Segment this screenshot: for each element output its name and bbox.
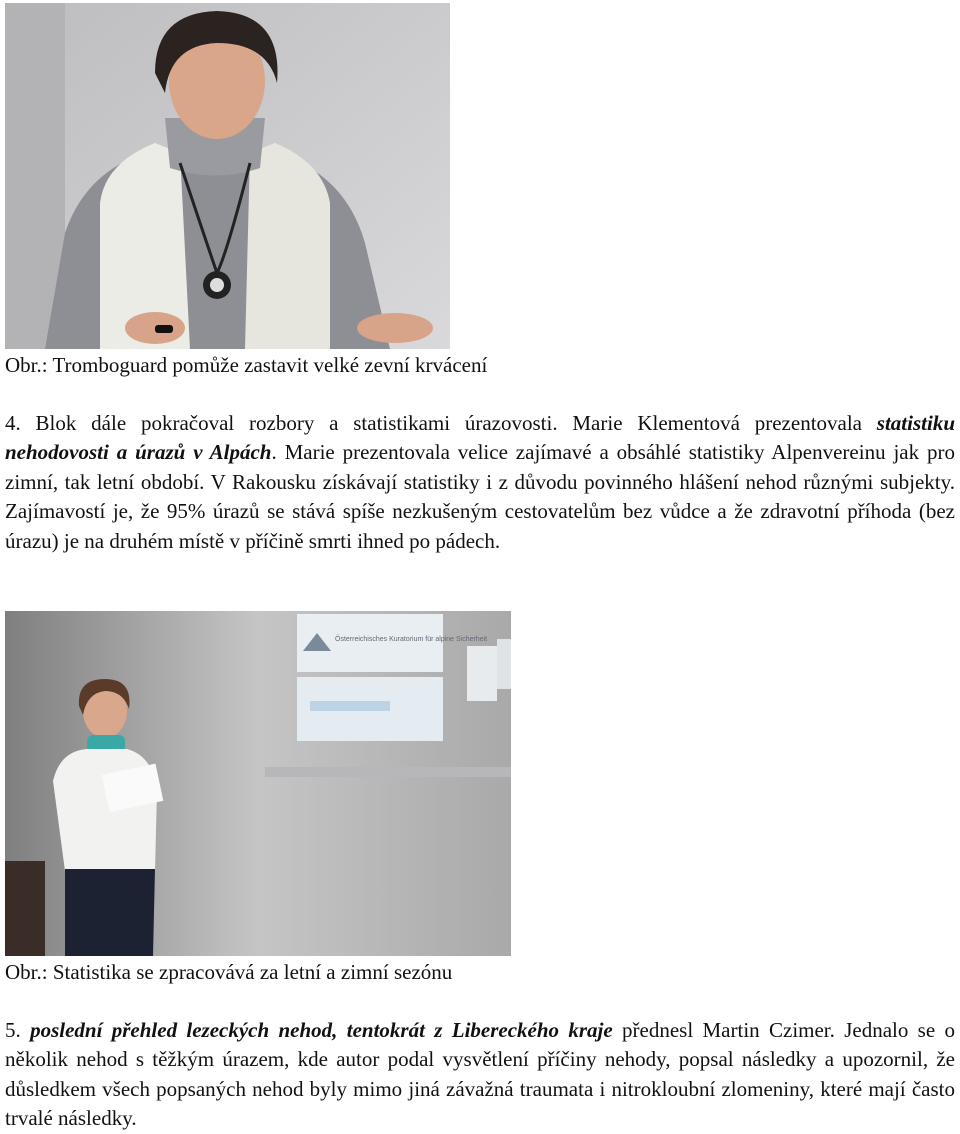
- paragraph-emphasis: poslední přehled lezeckých nehod, tentokrát z Libereckého kraje: [30, 1018, 613, 1042]
- speaker-photo-2: [5, 611, 511, 956]
- slide-text: Österreichisches Kuratorium für alpine Sicherheit: [335, 636, 488, 643]
- paragraph-text: přednesl Martin Czimer. Jednalo se o několik nehod s těžkým úrazem, kde autor podal vysvětlení příčiny nehody, popsal následky a upozornil, že důsledkem všech popsaných nehod byly mimo jiná závažná traumata i nitrokloubní zlomeniny, které mají často trvalé následky.: [5, 1018, 956, 1131]
- figure-caption-2: Obr.: Statistika se zpracovává za letní a zimní sezónu: [5, 960, 453, 984]
- paragraph-emphasis: statistiku nehodovosti a úrazů v Alpách: [5, 411, 955, 465]
- paragraph-lead: 4. Blok dále pokračoval rozbory a statistikami úrazovosti. Marie Klementová prezentovala: [5, 411, 877, 435]
- speaker-photo-1: [5, 3, 450, 349]
- paragraph-block-4: [5, 409, 955, 556]
- paragraph-lead: 5.: [5, 1018, 31, 1042]
- figure-caption-1: Obr.: Tromboguard pomůže zastavit velké zevní krvácení: [5, 353, 488, 377]
- paragraph-block-5: [5, 1016, 955, 1134]
- paragraph-text: . Marie prezentovala velice zajímavé a obsáhlé statistiky Alpenvereinu jak pro zimní, tak letní období. V Rakousku získávají statistiky i z důvodu povinného hlášení nehod různými subjekty. Zajímavostí je, že 95% úrazů se stává spíše nezkušeným cestovatelům bez vůdce a že zdravotní příhoda (bez úrazu) je na druhém místě v příčině smrti ihned po pádech.: [5, 440, 955, 553]
